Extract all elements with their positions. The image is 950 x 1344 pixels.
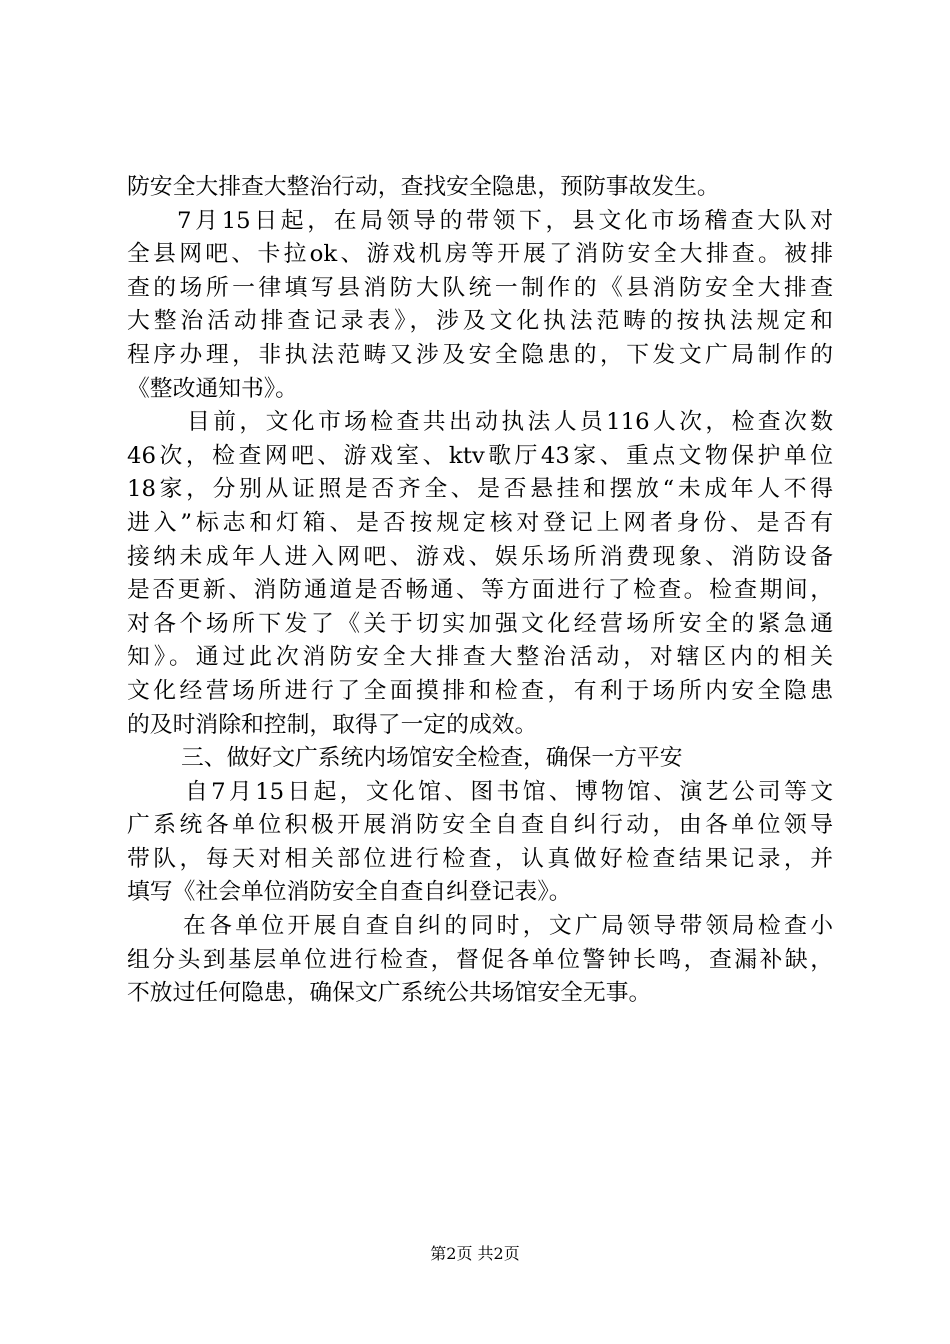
text-line: 18家，分别从证照是否齐全、是否悬挂和摆放“未成年人不得	[127, 476, 833, 503]
paragraph-3	[127, 406, 833, 742]
text-line: 带队，每天对相关部位进行检查，认真做好检查结果记录，并	[127, 845, 833, 872]
paragraph-6	[127, 910, 833, 1011]
text-line: 不放过任何隐患，确保文广系统公共场馆安全无事。	[127, 980, 652, 1007]
text-line: 的及时消除和控制，取得了一定的成效。	[127, 711, 538, 738]
text-line: 知》。通过此次消防安全大排查大整治活动，对辖区内的相关	[127, 644, 833, 671]
paragraph-2	[127, 205, 833, 407]
text-line: 文化经营场所进行了全面摸排和检查，有利于场所内安全隐患	[127, 677, 833, 704]
text-line: 目前，文化市场检查共出动执法人员116人次，检查次数	[187, 409, 833, 436]
paragraph-1	[127, 171, 833, 205]
text-line: 程序办理，非执法范畴又涉及安全隐患的，下发文广局制作的	[127, 341, 833, 368]
text-line: 7月15日起，在局领导的带领下，县文化市场稽查大队对	[177, 207, 833, 234]
paragraph-5	[127, 776, 833, 910]
text-line: 组分头到基层单位进行检查，督促各单位警钟长鸣，查漏补缺，	[127, 946, 833, 973]
text-line: 查的场所一律填写县消防大队统一制作的《县消防安全大排查	[127, 274, 833, 301]
text-line: 《整改通知书》。	[127, 375, 298, 402]
text-line: 广系统各单位积极开展消防安全自查自纠行动，由各单位领导	[127, 812, 833, 839]
text-line: 是否更新、消防通道是否畅通、等方面进行了检查。检查期间，	[127, 577, 833, 604]
text-line: 46次，检查网吧、游戏室、ktv歌厅43家、重点文物保护单位	[127, 442, 833, 469]
document-body	[127, 171, 833, 1011]
text-line: 对各个场所下发了《关于切实加强文化经营场所安全的紧急通	[127, 610, 833, 637]
text-line: 防安全大排查大整治行动，查找安全隐患，预防事故发生。	[127, 174, 720, 200]
text-line: 进入”标志和灯箱、是否按规定核对登记上网者身份、是否有	[127, 509, 833, 536]
text-line: 接纳未成年人进入网吧、游戏、娱乐场所消费现象、消防设备	[127, 543, 833, 570]
text-line: 填写《社会单位消防安全自查自纠登记表》。	[127, 879, 572, 906]
text-line: 全县网吧、卡拉ok、游戏机房等开展了消防安全大排查。被排	[127, 241, 833, 268]
text-line: 在各单位开展自查自纠的同时，文广局领导带领局检查小	[183, 913, 833, 940]
section-heading: 三、做好文广系统内场馆安全检查，确保一方平安	[181, 745, 683, 772]
paragraph-4-section-heading	[127, 742, 833, 776]
text-line: 自7月15日起，文化馆、图书馆、博物馆、演艺公司等文	[185, 778, 833, 805]
page-number-footer: 第2页 共2页	[430, 1244, 520, 1263]
text-line: 大整治活动排查记录表》，涉及文化执法范畴的按执法规定和	[127, 308, 833, 335]
